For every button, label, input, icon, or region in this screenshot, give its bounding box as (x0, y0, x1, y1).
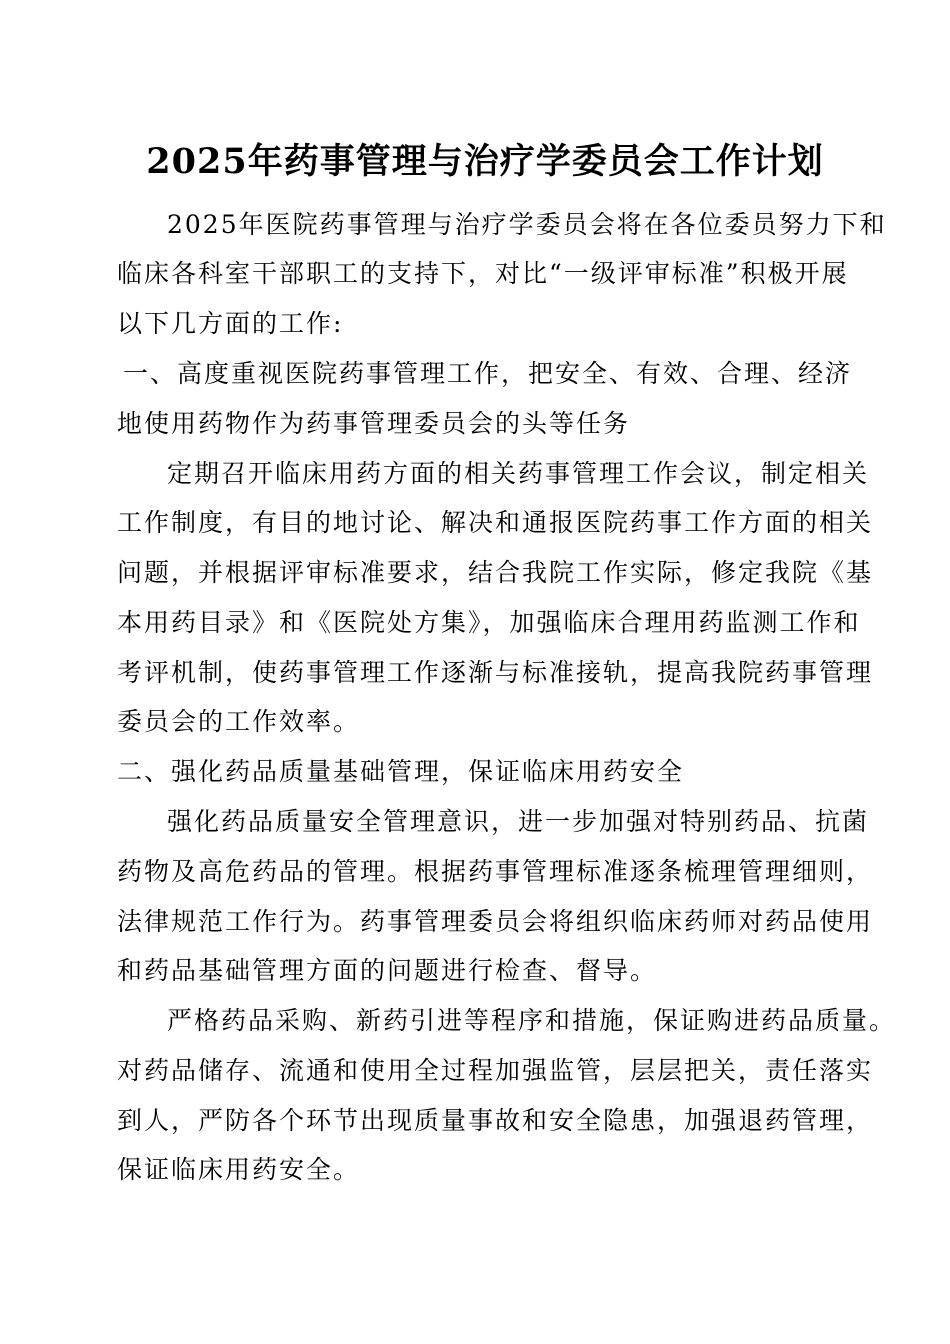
section-1-heading-line-2: 地使用药物作为药事管理委员会的头等任务 (117, 409, 631, 438)
section-2-para-1-line-3: 法律规范工作行为。药事管理委员会将组织临床药师对药品使用 (117, 907, 874, 936)
section-2-para-1-line-2: 药物及高危药品的管理。根据药事管理标准逐条梳理管理细则， (117, 857, 874, 886)
section-1-para-line-6: 委员会的工作效率。 (117, 707, 361, 736)
section-2-para-2-line-3: 到人，严防各个环节出现质量事故和安全隐患，加强退药管理， (117, 1106, 874, 1135)
section-2-para-2-line-4: 保证临床用药安全。 (117, 1155, 361, 1184)
section-1-para-line-4: 本用药目录》和《医院处方集》，加强临床合理用药监测工作和 (117, 608, 861, 637)
section-2-heading: 二、强化药品质量基础管理，保证临床用药安全 (117, 757, 685, 786)
section-1-para-line-1: 定期召开临床用药方面的相关药事管理工作会议，制定相关 (167, 459, 870, 488)
document-title: 2025年药事管理与治疗学委员会工作计划 (146, 141, 824, 182)
section-1-para-line-3: 问题，并根据评审标准要求，结合我院工作实际，修定我院《基 (117, 558, 874, 587)
intro-line-2: 临床各科室干部职工的支持下，对比“一级评审标准”积极开展 (117, 259, 849, 288)
section-2-para-2-line-2: 对药品储存、流通和使用全过程加强监管，层层把关，责任落实 (117, 1056, 874, 1085)
section-2-para-2-line-1: 严格药品采购、新药引进等程序和措施，保证购进药品质量。 (167, 1006, 897, 1035)
intro-line-3: 以下几方面的工作: (117, 309, 344, 338)
section-1-para-line-5: 考评机制，使药事管理工作逐渐与标准接轨，提高我院药事管理 (117, 658, 874, 687)
section-1-para-line-2: 工作制度，有目的地讨论、解决和通报医院药事工作方面的相关 (117, 508, 874, 537)
section-1-heading-line-1: 一、高度重视医院药事管理工作，把安全、有效、合理、经济 (123, 359, 853, 388)
intro-line-1: 2025年医院药事管理与治疗学委员会将在各位委员努力下和 (167, 210, 887, 239)
section-2-para-1-line-4: 和药品基础管理方面的问题进行检查、督导。 (117, 956, 658, 985)
section-2-para-1-line-1: 强化药品质量安全管理意识，进一步加强对特别药品、抗菌 (167, 807, 870, 836)
